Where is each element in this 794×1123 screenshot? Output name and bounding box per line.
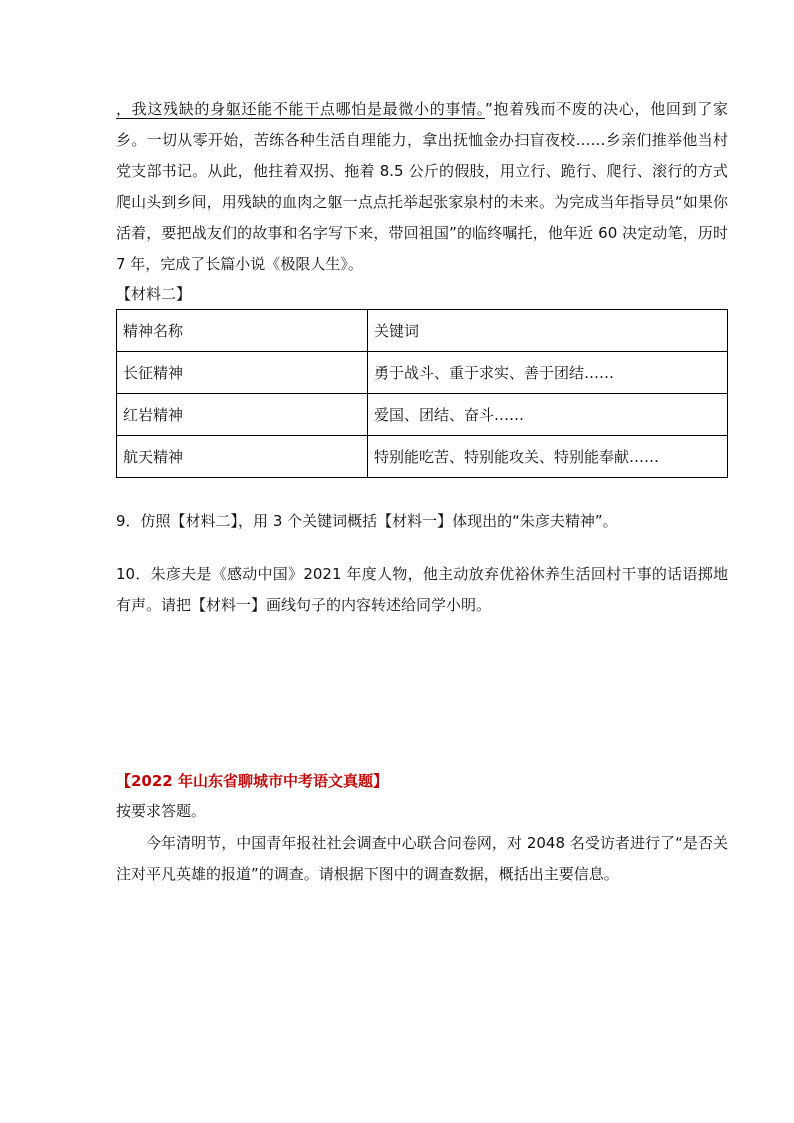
- table-cell: 勇于战斗、重于求实、善于团结……: [368, 352, 728, 394]
- material-one-paragraph: [116, 94, 728, 280]
- material-two-heading: 【材料二】: [116, 285, 192, 303]
- spirit-keyword-table: [116, 309, 728, 478]
- material-one-continuation: ”抱着残而不废的决心，他回到了家乡。一切从零开始，苦练各种生活自理能力，拿出抚恤金办扫盲夜校……乡亲们推举他当村党支部书记。从此，他拄着双拐、拖着 8.5 公斤的假肢，用立行、跪行、爬行、滚行的方式爬山头到乡间，用残缺的血肉之躯一点点托举起张家泉村的未来。为完成当年指导员“如果你活着，要把战友们的故事和名字写下来，带回祖国”的临终嘱托，他年近 60 决定动笔，历时 7 年，完成了长篇小说《极限人生》。: [116, 100, 728, 273]
- answer-instruction: 按要求答题。: [116, 802, 207, 820]
- table-cell: 航天精神: [117, 436, 368, 478]
- table-row: [117, 394, 728, 436]
- table-header-cell: 精神名称: [117, 310, 368, 352]
- table-row: [117, 352, 728, 394]
- table-cell: 特别能吃苦、特别能攻关、特别能奉献……: [368, 436, 728, 478]
- material-one-section: [116, 94, 728, 621]
- question-10: 10．朱彦夫是《感动中国》2021 年度人物，他主动放弃优裕休养生活回村干事的话语掷地有声。请把【材料一】画线句子的内容转述给同学小明。: [116, 565, 728, 614]
- question-10-block: [116, 559, 728, 621]
- exam-source-heading: 【2022 年山东省聊城市中考语文真题】: [116, 772, 388, 790]
- table-header-cell: 关键词: [368, 310, 728, 352]
- survey-task-block: [116, 828, 728, 890]
- survey-task-paragraph: 今年清明节，中国青年报社社会调查中心联合问卷网，对 2048 名受访者进行了“是否关注对平凡英雄的报道”的调查。请根据下图中的调查数据，概括出主要信息。: [116, 834, 728, 883]
- question-9: 9．仿照【材料二】，用 3 个关键词概括【材料一】体现出的“朱彦夫精神”。: [116, 512, 618, 530]
- table-cell: 长征精神: [117, 352, 368, 394]
- table-cell: 红岩精神: [117, 394, 368, 436]
- underlined-sentence: ，我这残缺的身躯还能不能干点哪怕是最微小的事情。: [116, 100, 485, 118]
- table-row: [117, 436, 728, 478]
- table-cell: 爱国、团结、奋斗……: [368, 394, 728, 436]
- table-header-row: [117, 310, 728, 352]
